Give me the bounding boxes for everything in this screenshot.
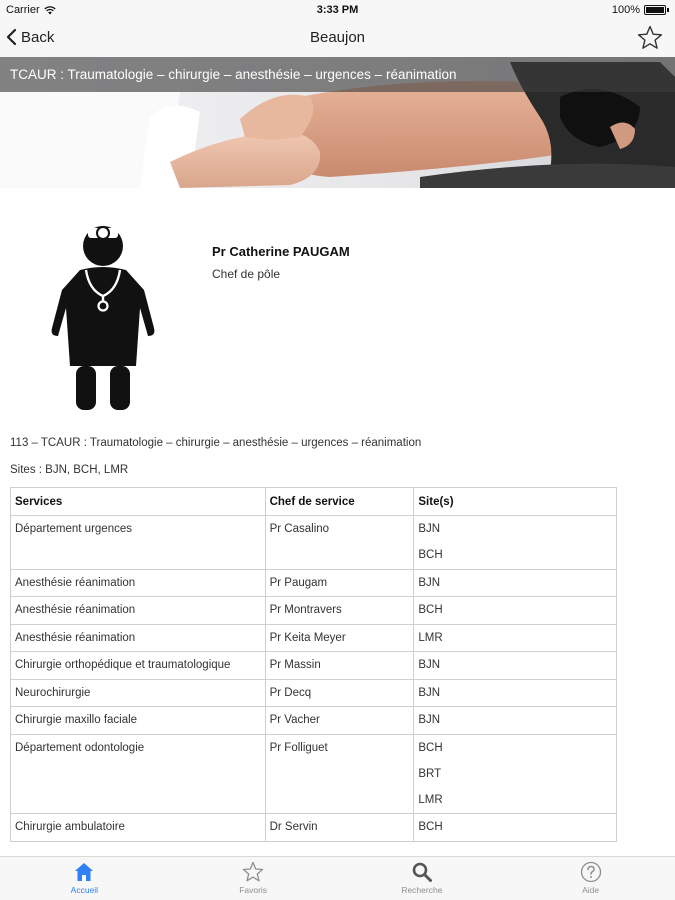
carrier-label: Carrier xyxy=(6,4,40,16)
cell-service: Anesthésie réanimation xyxy=(11,569,266,597)
doctor-pictogram xyxy=(44,218,162,414)
status-bar xyxy=(0,0,675,20)
cell-sites xyxy=(414,707,617,735)
page-title: Beaujon xyxy=(309,29,366,46)
status-right xyxy=(612,4,669,16)
cell-sites xyxy=(414,624,617,652)
cell-chef: Pr Keita Meyer xyxy=(265,624,414,652)
cell-service: Anesthésie réanimation xyxy=(11,624,266,652)
help-icon xyxy=(580,861,602,883)
back-button[interactable] xyxy=(6,28,54,46)
table-row xyxy=(11,707,617,735)
cell-service: Département urgences xyxy=(11,516,266,570)
header-services: Services xyxy=(11,488,266,516)
banner-caption: TCAUR : Traumatologie – chirurgie – anesthésie – urgences – réanimation xyxy=(0,57,675,92)
cell-sites xyxy=(414,734,617,814)
table-row xyxy=(11,734,617,814)
site-code: BRT xyxy=(418,767,442,780)
site-code: BJN xyxy=(418,523,441,535)
cell-service: Anesthésie réanimation xyxy=(11,597,266,625)
site-code: BJN xyxy=(418,659,441,671)
tab-accueil[interactable] xyxy=(0,857,169,900)
cell-chef: Pr Folliguet xyxy=(265,734,414,814)
battery-percent: 100% xyxy=(611,4,640,16)
cell-sites xyxy=(414,597,617,625)
cell-sites xyxy=(414,652,617,680)
site-code: LMR xyxy=(418,793,443,806)
site-code: LMR xyxy=(418,631,443,644)
star-icon xyxy=(637,25,663,50)
cell-service: Chirurgie orthopédique et traumatologique xyxy=(11,652,266,680)
cell-chef: Pr Vacher xyxy=(265,707,414,735)
tab-label: Favoris xyxy=(239,885,268,895)
person-name: Pr Catherine PAUGAM xyxy=(212,244,350,259)
pole-description: 113 – TCAUR : Traumatologie – chirurgie – anesthésie – urgences – réanimation xyxy=(10,437,422,449)
site-code: BCH xyxy=(418,604,443,616)
services-table xyxy=(10,487,617,842)
table-header-row xyxy=(11,488,617,516)
site-code: BCH xyxy=(418,821,443,833)
cell-service: Chirurgie maxillo faciale xyxy=(11,707,266,735)
site-code: BCH xyxy=(418,549,443,561)
table-row xyxy=(11,597,617,625)
cell-chef: Pr Paugam xyxy=(265,569,414,597)
site-code: BJN xyxy=(418,686,441,699)
tab-label: Accueil xyxy=(70,885,99,895)
cell-sites xyxy=(414,679,617,707)
tab-aide[interactable] xyxy=(506,857,675,900)
cell-service: Département odontologie xyxy=(11,734,266,814)
cell-chef: Dr Servin xyxy=(265,814,414,842)
table-row xyxy=(11,624,617,652)
back-label: Back xyxy=(21,28,55,46)
site-code: BCH xyxy=(418,741,443,754)
tab-recherche[interactable] xyxy=(338,857,507,900)
cell-sites xyxy=(414,814,617,842)
banner xyxy=(0,57,675,188)
tab-favoris[interactable] xyxy=(169,857,338,900)
cell-service: Chirurgie ambulatoire xyxy=(11,814,266,842)
tab-bar xyxy=(0,856,675,900)
site-code: BJN xyxy=(418,714,441,726)
navigation-bar xyxy=(0,20,675,57)
status-time: 3:33 PM xyxy=(316,4,359,16)
site-code: BJN xyxy=(418,576,441,589)
table-row xyxy=(11,516,617,570)
cell-sites xyxy=(414,569,617,597)
home-icon xyxy=(73,861,95,883)
table-row xyxy=(11,652,617,680)
cell-sites xyxy=(414,516,617,570)
table-row xyxy=(11,569,617,597)
cell-chef: Pr Montravers xyxy=(265,597,414,625)
search-icon xyxy=(411,861,433,883)
cell-chef: Pr Decq xyxy=(265,679,414,707)
header-chef: Chef de service xyxy=(265,488,414,516)
cell-chef: Pr Casalino xyxy=(265,516,414,570)
sites-line: Sites : BJN, BCH, LMR xyxy=(10,464,129,476)
cell-service: Neurochirurgie xyxy=(11,679,266,707)
header-sites: Site(s) xyxy=(414,488,617,516)
table-row xyxy=(11,679,617,707)
favorite-star-button[interactable] xyxy=(637,25,663,55)
chevron-left-icon xyxy=(6,28,17,46)
battery-icon xyxy=(644,5,666,15)
person-role: Chef de pôle xyxy=(212,267,281,281)
star-icon xyxy=(242,861,264,883)
battery-tip xyxy=(667,8,669,12)
table-row xyxy=(11,814,617,842)
tab-label: Aide xyxy=(582,885,600,895)
cell-chef: Pr Massin xyxy=(265,652,414,680)
tab-label: Recherche xyxy=(401,885,443,895)
